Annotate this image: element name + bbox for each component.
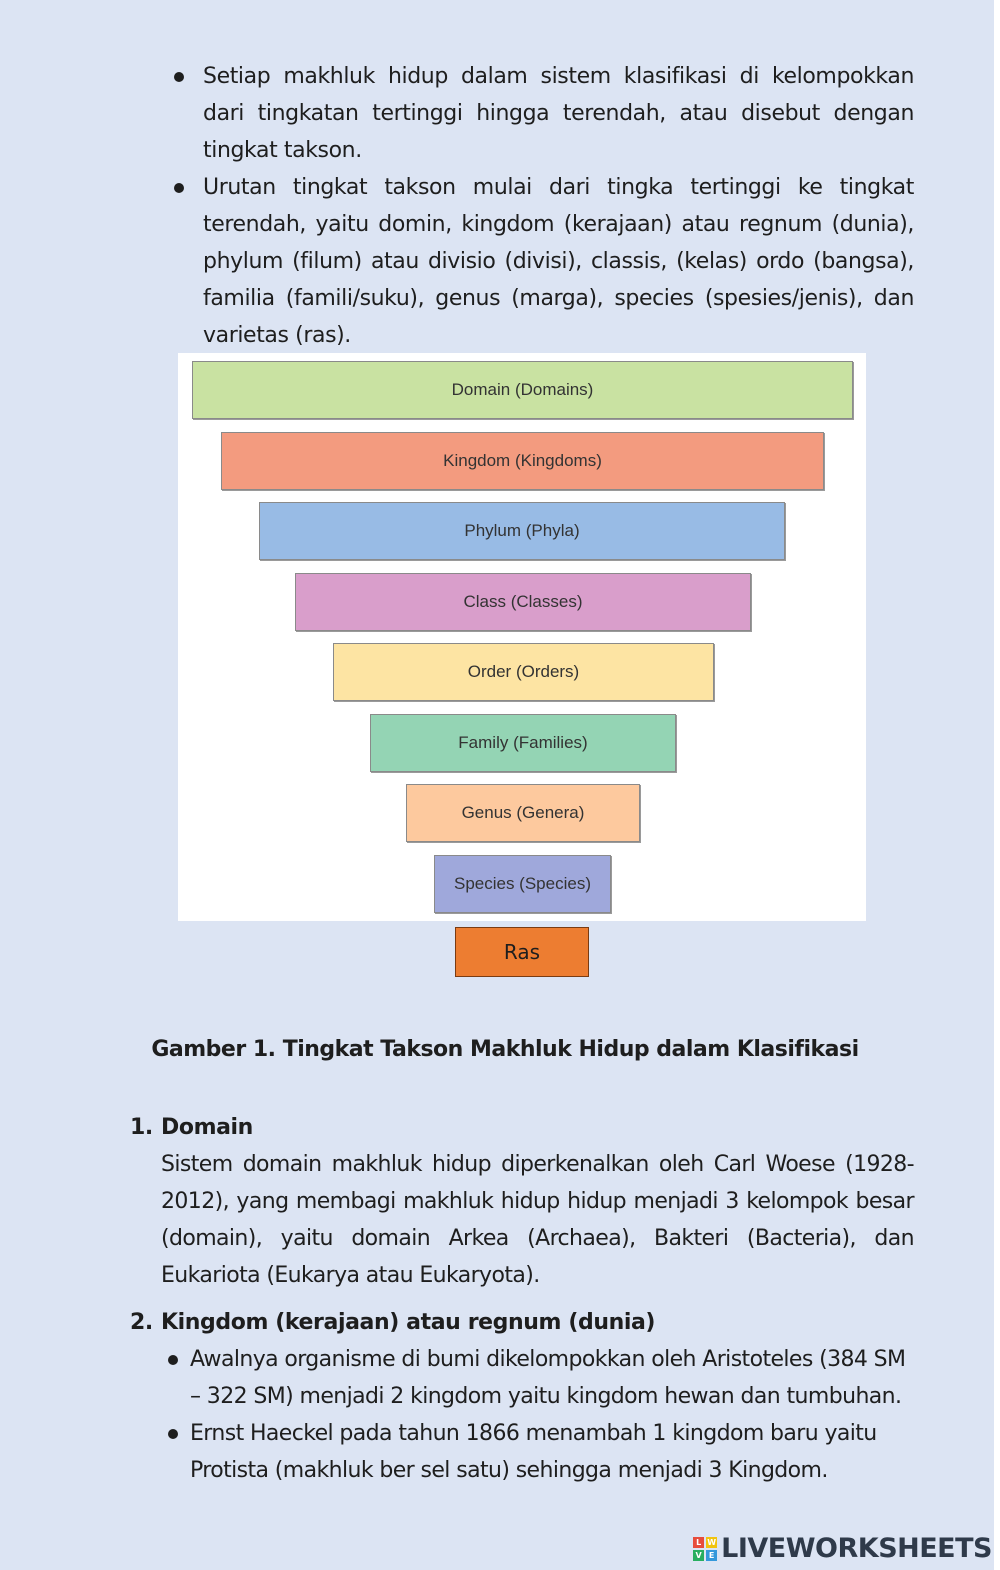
section-domain-title: Domain [161,1115,253,1140]
kingdom-bullet-1: Awalnya organisme di bumi dikelompokkan oleh Aristoteles (384 SM – 322 SM) menjadi 2 kingdom yaitu kingdom hewan dan tumbuhan. [166,1341,914,1415]
level-species [434,855,611,913]
level-family-label: Family (Families) [458,733,588,752]
level-ras-label: Ras [503,940,541,964]
level-genus [406,784,640,842]
level-genus-label: Genus (Genera) [461,803,585,822]
logo-text: LIVEWORKSHEETS [721,1533,992,1564]
level-family [370,714,676,772]
section-kingdom-heading [130,1304,914,1341]
level-order-label: Order (Orders) [467,662,580,681]
level-ras [455,927,589,977]
level-kingdom [221,432,824,490]
intro-bullet-list [172,58,914,354]
logo-letter-w: W [707,1537,717,1547]
section-kingdom [130,1304,914,1489]
section-domain-heading [130,1109,914,1146]
level-domain [192,361,853,419]
level-species-label: Species (Species) [453,874,591,893]
section-kingdom-bullets [130,1341,914,1489]
level-order [333,643,714,701]
liveworksheets-logo[interactable] [693,1533,992,1564]
level-class [295,573,751,631]
logo-mark-icon [693,1537,717,1561]
section-domain-body: Sistem domain makhluk hidup diperkenalkan oleh Carl Woese (1928-2012), yang membagi makhluk hidup hidup menjadi 3 kelompok besar (domain), yaitu domain Arkea (Archaea), Bakteri (Bacteria), dan Eukariota (Eukarya atau Eukaryota). [161,1152,914,1288]
level-phylum [259,502,785,560]
section-domain [130,1109,914,1294]
section-kingdom-number: 2. [130,1310,153,1335]
level-domain-label: Domain (Domains) [451,380,594,399]
level-kingdom-label: Kingdom (Kingdoms) [443,451,602,470]
section-kingdom-title: Kingdom (kerajaan) atau regnum (dunia) [161,1310,656,1335]
taxon-hierarchy-figure [178,353,866,921]
logo-letter-v: V [693,1550,704,1561]
page-edge [994,0,1000,1570]
level-phylum-label: Phylum (Phyla) [464,521,580,540]
level-class-label: Class (Classes) [463,592,583,611]
section-domain-number: 1. [130,1115,153,1140]
logo-letter-l: L [693,1537,704,1548]
intro-bullet-2: Urutan tingkat takson mulai dari tingka tertinggi ke tingkat terendah, yaitu domin, kingdom (kerajaan) atau regnum (dunia), phylum (filum) atau divisio (divisi), classis, (kelas) ordo (bangsa), familia (famili/suku), genus (marga), species (spesies/jenis), dan varietas (ras). [172,169,914,354]
logo-letter-e: E [706,1550,717,1561]
figure-caption: Gamber 1. Tingkat Takson Makhluk Hidup dalam Klasifikasi [151,1037,859,1062]
kingdom-bullet-2: Ernst Haeckel pada tahun 1866 menambah 1 kingdom baru yaitu Protista (makhluk ber sel satu) sehingga menjadi 3 Kingdom. [166,1415,914,1489]
intro-bullet-1: Setiap makhluk hidup dalam sistem klasifikasi di kelompokkan dari tingkatan tertinggi hingga terendah, atau disebut dengan tingkat takson. [172,58,914,169]
